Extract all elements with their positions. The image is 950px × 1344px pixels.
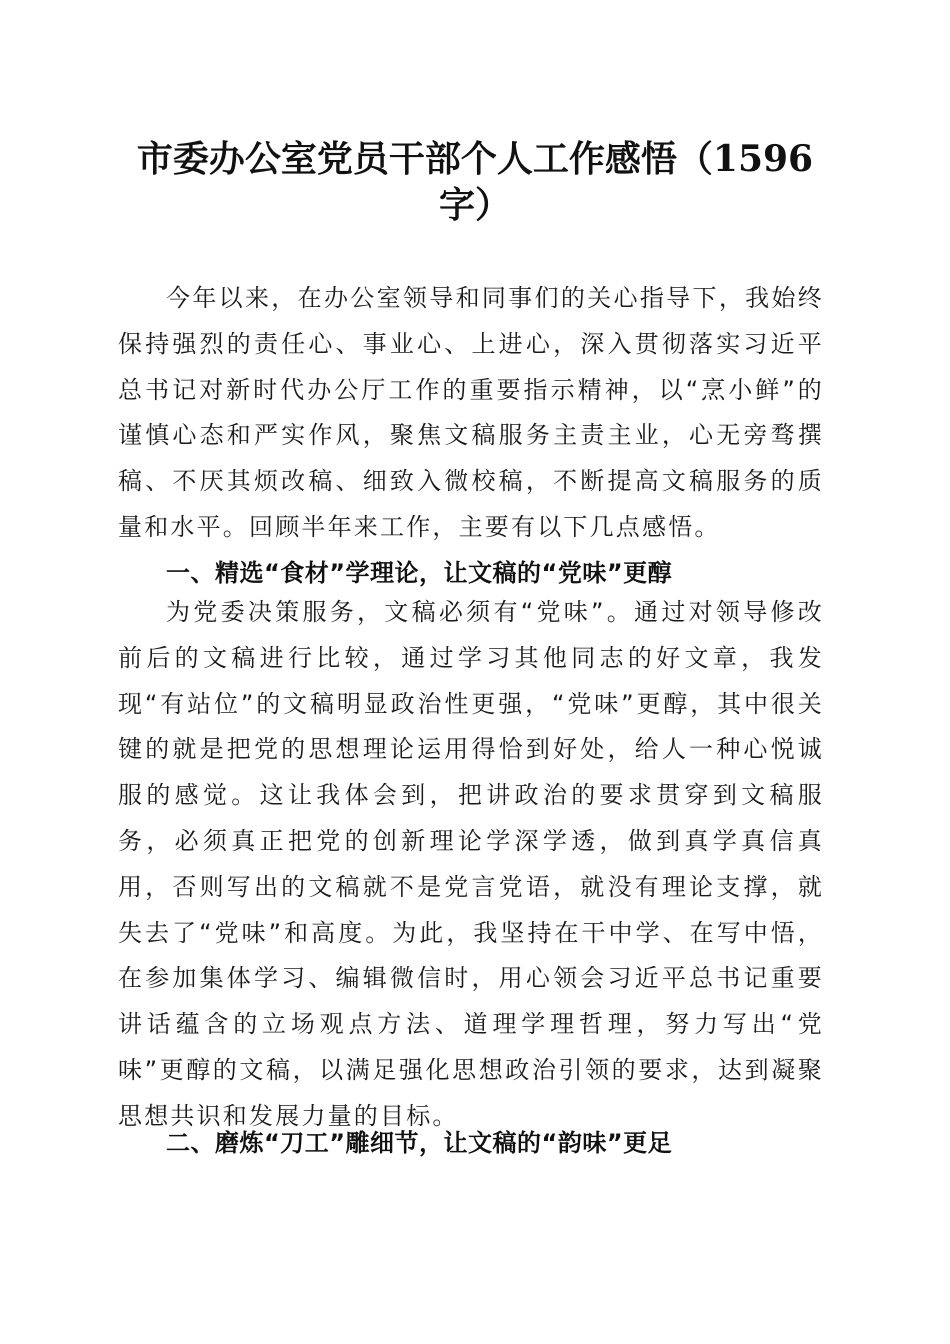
intro-block	[118, 276, 824, 551]
section-2-heading-block	[118, 1121, 824, 1167]
section-1-heading: 一、精选“食材”学理论，让文稿的“党味”更醇	[166, 559, 673, 587]
section-1-paragraph: 为党委决策服务，文稿必须有“党味”。通过对领导修改前后的文稿进行比较，通过学习其他同志的好文章，我发现“有站位”的文稿明显政治性更强，“党味”更醇，其中很关键的就是把党的思想理论运用得恰到好处，给人一种心悦诚服的感觉。这让我体会到，把讲政治的要求贯穿到文稿服务，必须真正把党的创新理论学深学透，做到真学真信真用，否则写出的文稿就不是党言党语，就没有理论支撑，就失去了“党味”和高度。为此，我坚持在干中学、在写中悟，在参加集体学习、编辑微信时，用心领会习近平总书记重要讲话蕴含的立场观点方法、道理学理哲理，努力写出“党味”更醇的文稿，以满足强化思想政治引领的要求，达到凝聚思想共识和发展力量的目标。	[118, 598, 824, 1130]
document-title: 市委办公室党员干部个人工作感悟（1596字）	[136, 138, 814, 226]
section-2-heading: 二、磨炼“刀工”雕细节，让文稿的“韵味”更足	[166, 1129, 673, 1157]
intro-paragraph: 今年以来，在办公室领导和同事们的关心指导下，我始终保持强烈的责任心、事业心、上进心，深入贯彻落实习近平总书记对新时代办公厅工作的重要指示精神，以“烹小鲜”的谨慎心态和严实作风，聚焦文稿服务主责主业，心无旁骛撰稿、不厌其烦改稿、细致入微校稿，不断提高文稿服务的质量和水平。回顾半年来工作，主要有以下几点感悟。	[118, 284, 824, 541]
section-1-body	[118, 590, 824, 1140]
